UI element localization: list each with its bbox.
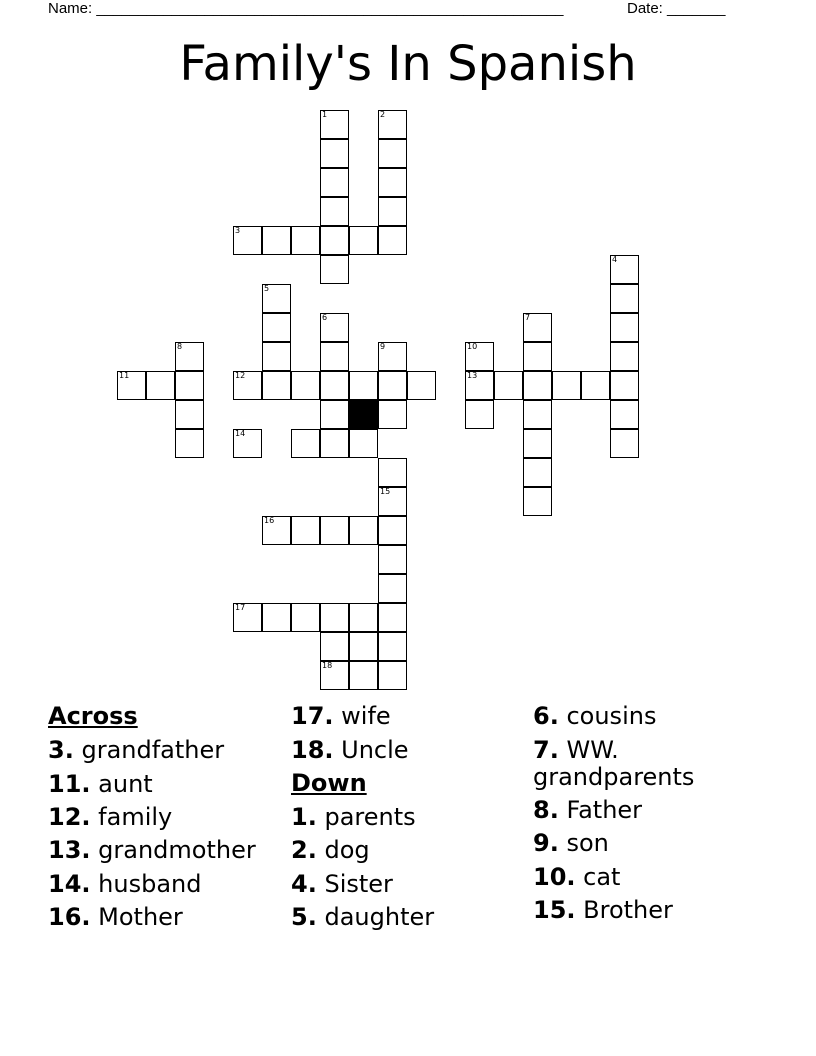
grid-cell[interactable] bbox=[262, 516, 291, 545]
grid-cell[interactable] bbox=[320, 400, 349, 429]
grid-cell[interactable] bbox=[378, 110, 407, 139]
clue-number: 4 bbox=[612, 255, 618, 264]
clue-down-10: 10. cat bbox=[533, 863, 621, 891]
grid-cell[interactable] bbox=[523, 458, 552, 487]
clue-across-14: 14. husband bbox=[48, 870, 202, 898]
clue-number: 7 bbox=[525, 313, 531, 322]
clue-number: 6 bbox=[322, 313, 328, 322]
grid-cell[interactable] bbox=[291, 603, 320, 632]
clue-down-5: 5. daughter bbox=[291, 903, 435, 931]
grid-cell[interactable] bbox=[320, 603, 349, 632]
grid-cell[interactable] bbox=[233, 226, 262, 255]
clue-down-8: 8. Father bbox=[533, 796, 643, 824]
grid-cell[interactable] bbox=[523, 429, 552, 458]
grid-cell[interactable] bbox=[320, 226, 349, 255]
grid-cell[interactable] bbox=[610, 313, 639, 342]
clue-number: 10 bbox=[467, 342, 478, 351]
clue-across-3: 3. grandfather bbox=[48, 736, 225, 764]
grid-cell[interactable] bbox=[175, 371, 204, 400]
clue-across-11: 11. aunt bbox=[48, 770, 153, 798]
grid-cell[interactable] bbox=[378, 487, 407, 516]
grid-cell[interactable] bbox=[291, 371, 320, 400]
clue-number: 8 bbox=[177, 342, 183, 351]
grid-cell[interactable] bbox=[349, 632, 378, 661]
grid-cell[interactable] bbox=[320, 168, 349, 197]
grid-cell[interactable] bbox=[349, 603, 378, 632]
grid-cell[interactable] bbox=[378, 400, 407, 429]
clue-number: 1 bbox=[322, 110, 328, 119]
grid-cell[interactable] bbox=[233, 371, 262, 400]
clue-number: 5 bbox=[264, 284, 270, 293]
grid-cell[interactable] bbox=[291, 429, 320, 458]
grid-cell[interactable] bbox=[320, 342, 349, 371]
clue-down-6: 6. cousins bbox=[533, 702, 657, 730]
grid-cell[interactable] bbox=[291, 516, 320, 545]
clue-across-12: 12. family bbox=[48, 803, 173, 831]
grid-cell[interactable] bbox=[320, 516, 349, 545]
grid-cell[interactable] bbox=[523, 313, 552, 342]
grid-cell[interactable] bbox=[494, 371, 523, 400]
grid-cell[interactable] bbox=[291, 226, 320, 255]
grid-cell[interactable] bbox=[378, 632, 407, 661]
clue-across-17: 17. wife bbox=[291, 702, 391, 730]
grid-cell[interactable] bbox=[320, 110, 349, 139]
clue-across-13: 13. grandmother bbox=[48, 836, 256, 864]
grid-cell[interactable] bbox=[262, 313, 291, 342]
clue-down-7-continued: grandparents bbox=[533, 763, 695, 791]
grid-cell[interactable] bbox=[262, 342, 291, 371]
clue-number: 16 bbox=[264, 516, 275, 525]
grid-cell[interactable] bbox=[378, 574, 407, 603]
grid-cell[interactable] bbox=[610, 284, 639, 313]
clue-across-18: 18. Uncle bbox=[291, 736, 409, 764]
clue-number: 3 bbox=[235, 226, 241, 235]
grid-cell[interactable] bbox=[552, 371, 581, 400]
grid-cell[interactable] bbox=[378, 603, 407, 632]
grid-cell[interactable] bbox=[581, 371, 610, 400]
clue-number: 11 bbox=[119, 371, 130, 380]
grid-cell[interactable] bbox=[349, 516, 378, 545]
grid-block-cell bbox=[349, 400, 378, 429]
grid-cell[interactable] bbox=[523, 371, 552, 400]
grid-cell[interactable] bbox=[465, 342, 494, 371]
grid-cell[interactable] bbox=[262, 603, 291, 632]
grid-cell[interactable] bbox=[262, 284, 291, 313]
grid-cell[interactable] bbox=[320, 255, 349, 284]
grid-cell[interactable] bbox=[175, 342, 204, 371]
grid-cell[interactable] bbox=[523, 342, 552, 371]
grid-cell[interactable] bbox=[146, 371, 175, 400]
clue-number: 14 bbox=[235, 429, 246, 438]
clue-number: 13 bbox=[467, 371, 478, 380]
puzzle-title: Family's In Spanish bbox=[179, 36, 637, 92]
clue-number: 15 bbox=[380, 487, 391, 496]
grid-cell[interactable] bbox=[378, 139, 407, 168]
grid-cell[interactable] bbox=[117, 371, 146, 400]
grid-cell[interactable] bbox=[523, 400, 552, 429]
across-heading: Across bbox=[48, 702, 138, 730]
clue-down-9: 9. son bbox=[533, 829, 609, 857]
clue-down-4: 4. Sister bbox=[291, 870, 393, 898]
grid-cell[interactable] bbox=[610, 371, 639, 400]
grid-cell[interactable] bbox=[378, 168, 407, 197]
clue-number: 2 bbox=[380, 110, 386, 119]
clue-across-16: 16. Mother bbox=[48, 903, 183, 931]
grid-cell[interactable] bbox=[378, 226, 407, 255]
grid-cell[interactable] bbox=[320, 429, 349, 458]
clue-down-7: 7. WW. bbox=[533, 736, 619, 764]
grid-cell[interactable] bbox=[610, 255, 639, 284]
grid-cell[interactable] bbox=[320, 313, 349, 342]
clue-number: 9 bbox=[380, 342, 386, 351]
grid-cell[interactable] bbox=[523, 487, 552, 516]
grid-cell[interactable] bbox=[378, 197, 407, 226]
grid-cell[interactable] bbox=[175, 400, 204, 429]
grid-cell[interactable] bbox=[349, 429, 378, 458]
grid-cell[interactable] bbox=[320, 197, 349, 226]
grid-cell[interactable] bbox=[320, 632, 349, 661]
grid-cell[interactable] bbox=[349, 371, 378, 400]
grid-cell[interactable] bbox=[349, 226, 378, 255]
clue-number: 17 bbox=[235, 603, 246, 612]
grid-cell[interactable] bbox=[610, 400, 639, 429]
grid-cell[interactable] bbox=[465, 400, 494, 429]
grid-cell[interactable] bbox=[378, 342, 407, 371]
down-heading: Down bbox=[291, 769, 367, 797]
grid-cell[interactable] bbox=[320, 661, 349, 690]
grid-cell[interactable] bbox=[610, 429, 639, 458]
grid-cell[interactable] bbox=[233, 603, 262, 632]
grid-cell[interactable] bbox=[233, 429, 262, 458]
grid-cell[interactable] bbox=[378, 661, 407, 690]
grid-cell[interactable] bbox=[262, 371, 291, 400]
grid-cell[interactable] bbox=[378, 371, 407, 400]
grid-cell[interactable] bbox=[610, 342, 639, 371]
clue-number: 12 bbox=[235, 371, 246, 380]
clue-down-2: 2. dog bbox=[291, 836, 370, 864]
clue-number: 18 bbox=[322, 661, 333, 670]
clue-down-15: 15. Brother bbox=[533, 896, 673, 924]
grid-cell[interactable] bbox=[262, 226, 291, 255]
grid-cell[interactable] bbox=[378, 516, 407, 545]
grid-cell[interactable] bbox=[378, 458, 407, 487]
grid-cell[interactable] bbox=[407, 371, 436, 400]
grid-cell[interactable] bbox=[175, 429, 204, 458]
grid-cell[interactable] bbox=[378, 545, 407, 574]
name-field[interactable]: Name: ________________________________________________________ bbox=[48, 0, 564, 17]
grid-cell[interactable] bbox=[465, 371, 494, 400]
grid-cell[interactable] bbox=[320, 139, 349, 168]
grid-cell[interactable] bbox=[320, 371, 349, 400]
clue-down-1: 1. parents bbox=[291, 803, 416, 831]
grid-cell[interactable] bbox=[349, 661, 378, 690]
date-field[interactable]: Date: _______ bbox=[627, 0, 726, 17]
